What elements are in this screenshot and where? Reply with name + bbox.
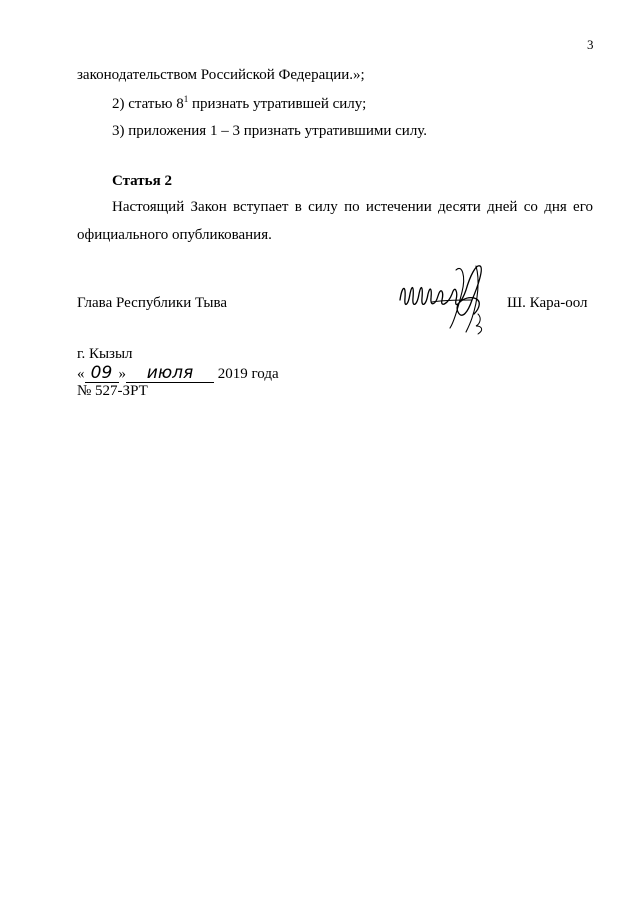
law-number: № 527-ЗРТ <box>77 383 148 399</box>
city: г. Кызыл <box>77 346 133 362</box>
superscript: 1 <box>183 94 189 104</box>
article-paragraph-line-1: Настоящий Закон вступает в силу по истечении десяти дней со дня его <box>112 199 593 215</box>
text-line-3: 3) приложения 1 – 3 признать утратившими силу. <box>112 123 428 139</box>
date-month: июля <box>126 364 214 383</box>
date-close-quote: » <box>118 366 126 382</box>
signatory-name: Ш. Кара-оол <box>507 295 588 311</box>
page-number: 3 <box>587 37 594 52</box>
date-day: 09 <box>85 364 119 383</box>
handwritten-signature <box>392 256 497 336</box>
text-line-1: законодательством Российской Федерации.»; <box>77 67 365 83</box>
date-open-quote: « <box>77 366 85 382</box>
signing-date <box>77 364 279 383</box>
article-paragraph-line-2: официального опубликования. <box>77 227 272 243</box>
date-year: 2019 года <box>214 366 279 382</box>
text-line-2-post: признать утратившей силу; <box>188 96 367 112</box>
text-line-2-pre: 2) статью 8 <box>112 96 184 112</box>
text-line-2 <box>112 95 366 113</box>
signatory-title: Глава Республики Тыва <box>77 295 228 311</box>
article-heading: Статья 2 <box>112 173 172 189</box>
